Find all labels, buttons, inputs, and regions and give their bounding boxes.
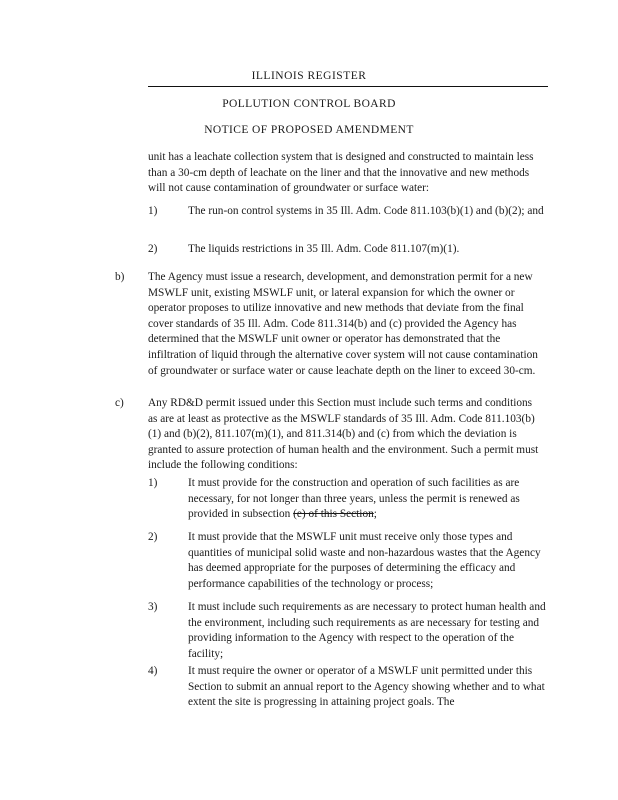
section-b-marker: b) [115,271,125,283]
condition-4-marker: 4) [148,665,158,677]
section-c-text: Any RD&D permit issued under this Section must include such terms and conditions as are at least as protective as the MSWLF standards of 35 Ill. Adm. Code 811.103(b)(1) and (b)(2), 811.107(m)(1), and 811.314(b) and (c) from which the deviation is granted to assure protection of human health and the environment. Such a permit must include the following conditions: [148,397,539,472]
notice-title: NOTICE OF PROPOSED AMENDMENT [204,124,414,136]
condition-2-text: It must provide that the MSWLF unit must receive only those types and quantities of municipal solid waste and non-hazardous wastes that the Agency has deemed appropriate for the purposes of determining the efficacy and performance capabilities of the technology or process; [188,531,541,590]
condition-1-body: It must provide for the construction and operation of such facilities as are necessary, for not longer than three years, unless the permit is renewed as provided in subsection [188,477,520,521]
section-c-marker: c) [115,397,124,409]
condition-1-marker: 1) [148,477,158,489]
condition-1-text [188,476,550,523]
intro-item-2-marker: 2) [148,243,158,255]
header-rule [148,86,548,87]
condition-1-tail: ; [373,508,377,521]
register-title: ILLINOIS REGISTER [251,70,367,82]
condition-2-marker: 2) [148,531,158,543]
intro-item-1-marker: 1) [148,205,158,217]
intro-item-1-text: The run-on control systems in 35 Ill. Adm. Code 811.103(b)(1) and (b)(2); and [188,205,544,217]
condition-4-text: It must require the owner or operator of a MSWLF unit permitted under this Section to submit an annual report to the Agency showing whether and to what extent the site is progressing in attaining project goals. The [188,665,545,709]
intro-paragraph: unit has a leachate collection system that is designed and constructed to maintain less than a 30-cm depth of leachate on the liner and that the innovative and new methods will not cause contamination of groundwater or surface water: [148,151,534,195]
intro-item-2-text: The liquids restrictions in 35 Ill. Adm. Code 811.107(m)(1). [188,243,460,255]
section-b-text: The Agency must issue a research, development, and demonstration permit for a new MSWLF unit, existing MSWLF unit, or lateral expansion for which the owner or operator proposes to utilize innovative and new methods that deviate from the final cover standards of 35 Ill. Adm. Code 811.314(b) and (c) provided the Agency has determined that the MSWLF unit owner or operator has demonstrated that the infiltration of liquid through the alternative cover system will not cause contamination of groundwater or surface water or cause leachate depth on the liner to exceed 30-cm. [148,271,538,377]
condition-3-marker: 3) [148,601,158,613]
board-title: POLLUTION CONTROL BOARD [222,98,396,110]
condition-3-text: It must include such requirements as are necessary to protect human health and the environment, including such requirements as are necessary for testing and providing information to the Agency with respect to the operation of the facility; [188,601,546,660]
condition-1-struck-text: (e) of this Section [293,508,374,521]
